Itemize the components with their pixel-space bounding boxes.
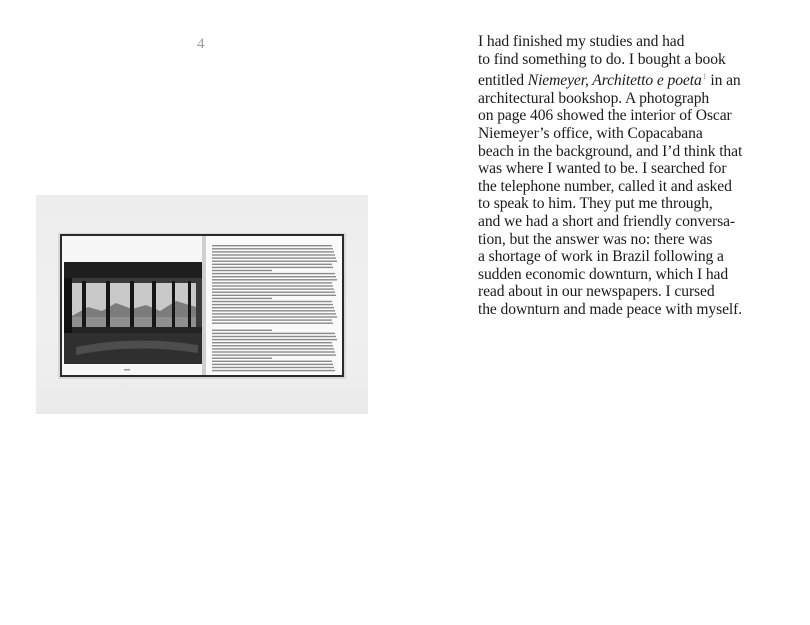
text-segment: I had finished my studies and had (478, 33, 685, 50)
book-title: Niemeyer, Architetto e poeta (527, 72, 702, 90)
page-text-line (212, 307, 334, 308)
text-line (478, 33, 778, 51)
page-text-line (212, 313, 336, 314)
page-text-line (212, 264, 332, 265)
page-text-line (212, 342, 332, 343)
text-line (478, 160, 778, 178)
page-text-line (212, 251, 334, 252)
text-segment: architectural bookshop. A photograph (478, 89, 710, 107)
body-paragraph (478, 33, 778, 319)
page-text-line (212, 276, 336, 277)
page-text-line (212, 316, 337, 317)
text-line (478, 301, 778, 319)
page-text-line (212, 248, 333, 249)
page-text-line (212, 354, 336, 355)
text-segment: on page 406 showed the interior of Oscar (478, 107, 732, 125)
right-page (204, 236, 342, 375)
page-text-line (212, 364, 333, 365)
text-line (478, 68, 778, 90)
text-line (478, 213, 778, 231)
page-text-line (212, 348, 334, 349)
page-text-line (212, 310, 335, 311)
text-segment: in an (706, 72, 741, 90)
page-text-line (212, 367, 334, 368)
page-text-line (212, 319, 332, 320)
text-segment: the downturn and made peace with myself. (478, 300, 743, 318)
text-line (478, 266, 778, 284)
text-segment: Niemeyer’s office, with Copacabana (478, 124, 703, 142)
interior-photo (64, 262, 202, 364)
page-text-line (212, 288, 334, 289)
page-text-line (212, 323, 333, 324)
page-text-line (212, 261, 337, 262)
page-text-line (212, 257, 336, 258)
page-number: 4 (197, 36, 205, 52)
page-text-line (212, 267, 333, 268)
text-line (478, 283, 778, 301)
page-text-line (212, 358, 272, 359)
page-text-line (212, 295, 336, 296)
text-segment: the telephone number, called it and asked (478, 177, 732, 195)
open-book-image (36, 195, 368, 414)
text-line (478, 231, 778, 249)
page-text-line (212, 339, 337, 340)
text-segment: was where I wanted to be. I searched for (478, 160, 727, 178)
text-line (478, 51, 778, 69)
text-line (478, 125, 778, 143)
text-segment: entitled (478, 72, 528, 90)
text-line (478, 195, 778, 213)
page-text-line (212, 345, 333, 346)
open-book-photograph (36, 195, 368, 414)
text-segment: tion, but the answer was no: there was (478, 230, 713, 248)
page-text-line (212, 333, 335, 334)
text-segment: to find something to do. I bought a book (478, 50, 726, 68)
page-text-line (212, 298, 272, 299)
page-text-line (212, 301, 332, 302)
page-text-line (212, 351, 335, 352)
book-gutter (202, 236, 206, 375)
page-text-line (212, 254, 335, 255)
text-segment: beach in the background, and I’d think that (478, 142, 743, 160)
page-text-line (212, 245, 332, 246)
folio-mark (124, 369, 130, 371)
text-line (478, 107, 778, 125)
page-text-line (212, 292, 335, 293)
page-text-line (212, 370, 335, 371)
text-line (478, 178, 778, 196)
text-segment: read about in our newspapers. I cursed (478, 283, 715, 301)
page-text-line (212, 279, 337, 280)
page-text-line (212, 282, 332, 283)
text-segment: sudden economic downturn, which I had (478, 265, 729, 283)
page-text-line (212, 285, 333, 286)
page-text-line (212, 270, 272, 271)
page-text-line (212, 273, 335, 274)
text-line (478, 90, 778, 108)
footnote-marker: 1 (702, 72, 707, 82)
text-segment: to speak to him. They put me through, (478, 195, 713, 213)
right-page-text (212, 245, 337, 371)
text-line (478, 248, 778, 266)
text-line (478, 143, 778, 161)
page-text-line (212, 330, 272, 331)
text-segment: a shortage of work in Brazil following a (478, 248, 724, 266)
page-text-line (212, 361, 332, 362)
page-text-line (212, 304, 333, 305)
text-segment: and we had a short and friendly conversa- (478, 212, 735, 230)
page-text-line (212, 336, 336, 337)
